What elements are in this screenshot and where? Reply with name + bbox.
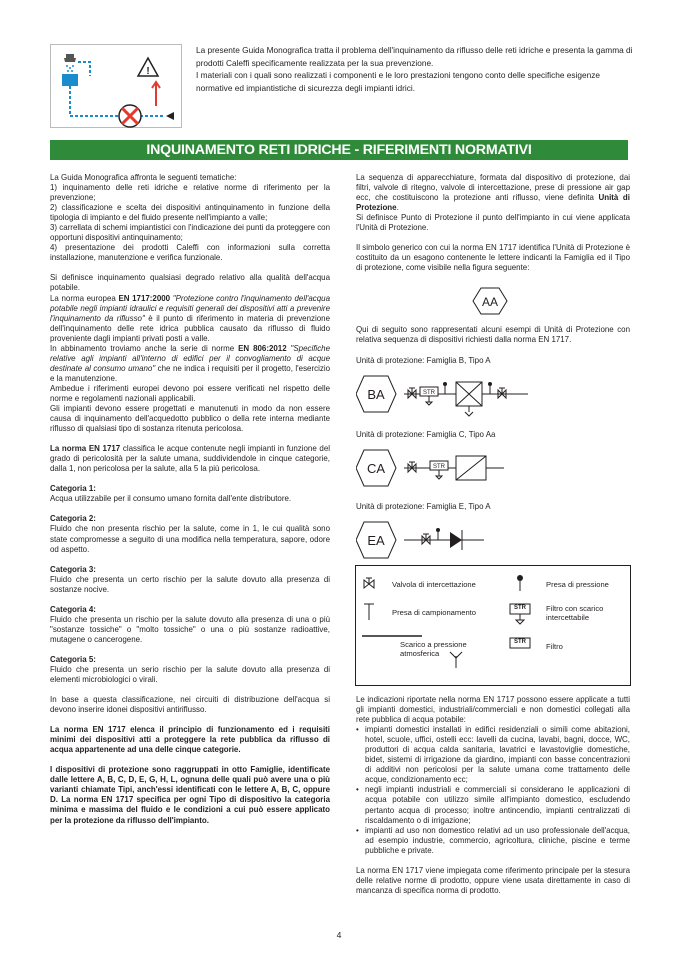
example-1-diagram <box>356 374 546 423</box>
badge-ea-label: EA <box>367 533 385 548</box>
category-4-text: Fluido che presenta un rischio per la salute dovuto alla presenza di una o più "sostanze tossiche" o "molto tossiche" o una o più sostanze radioattive, mutagene o cancerogene. <box>50 614 330 644</box>
example-3-diagram <box>356 520 546 565</box>
paragraph: Si definisce Punto di Protezione il punto dell'impianto in cui viene applicata l'Unità di Protezione. <box>356 213 630 233</box>
category-5-text: Fluido che presenta un serio rischio per la salute dovuto alla presenza di elementi microbiologici o virali. <box>50 664 330 685</box>
page-number: 4 <box>336 930 342 940</box>
paragraph: Il simbolo generico con cui la norma EN 1717 identifica l'Unità di Protezione è costituito da un esagono contenente le lettere indicanti la Famiglia ed il Tipo di protezione, come visibile nella figura seguente: <box>356 243 630 273</box>
str-label: STR <box>423 390 435 396</box>
category-4-title: Categoria 4: <box>50 604 96 614</box>
section-banner: INQUINAMENTO RETI IDRICHE - RIFERIMENTI NORMATIVI <box>50 140 628 160</box>
paragraph: In base a questa classificazione, nei circuiti di distribuzione dell'acqua si devono inserire idonei dispositivi antiriflusso. <box>50 695 330 715</box>
paragraph: La norma EN 1717 viene impiegata come riferimento principale per la stesura delle relative norme di prodotto, oppure viene usata direttamente in caso di mancanza di specifica norma di prodotto. <box>356 865 630 895</box>
paragraph: 1) inquinamento delle reti idriche e relative norme di riferimento per la prevenzione; <box>50 183 330 203</box>
right-column <box>356 173 630 273</box>
shutoff-valve-icon <box>362 576 382 590</box>
list-item: • negli impianti industriali e commerciali si considerano le applicazioni di acqua potabile con utilizzo simile all'impianto domestico, escludendo pertanto acqua di processo; inoltre antincendio, impianti centralizzati di riscaldamento o di irrigazione; <box>356 785 630 825</box>
paragraph: Ambedue i riferimenti europei devono poi essere verificati nel rispetto delle norme e regolamenti nazionali applicabili. <box>50 383 330 403</box>
category-5-title: Categoria 5: <box>50 654 96 664</box>
sampling-port-icon <box>362 602 376 622</box>
legend-label: Valvola di intercettazione <box>392 580 476 589</box>
example-1-label: Unità di protezione: Famiglia B, Tipo A <box>356 356 491 365</box>
legend-label: Filtro <box>546 642 563 651</box>
legend-label: Presa di campionamento <box>392 608 476 617</box>
example-2-diagram <box>356 448 546 493</box>
svg-text:!: ! <box>146 66 150 77</box>
paragraph-en806: In abbinamento troviamo anche la serie di norme EN 806:2012 "Specifiche relative agli impianti all'interno di edifici per il convogliamento di acque destinate al consumo umano" che ne indica i requisiti per il progetto, l'esercizio e la manutenzione. <box>50 343 330 383</box>
paragraph: La sequenza di apparecchiature, formata dal dispositivo di protezione, dai filtri, valvole di ritegno, valvole di intercettazione, prese di pressione air gap ecc, che costituiscono la protezione anti riflusso, viene definita Unità di Protezione. <box>356 173 630 213</box>
paragraph: 4) presentazione dei prodotti Caleffi con informazioni sulla corretta installazione, manutenzione e verifica funzionale. <box>50 243 330 263</box>
examples-intro <box>356 325 630 345</box>
applicability-section <box>356 695 630 896</box>
category-3-title: Categoria 3: <box>50 564 96 574</box>
badge-ba-label: BA <box>367 387 385 402</box>
paragraph: 2) classificazione e scelta dei dispositivi antinquinamento in funzione della tipologia di impianto e del fluido presente nell'impianto a valle; <box>50 203 330 223</box>
intro-text <box>196 44 636 94</box>
paragraph: La Guida Monografica affronta le seguenti tematiche: <box>50 173 237 182</box>
hexagon-aa-label: AA <box>481 295 499 309</box>
paragraph-categories: La norma EN 1717 classifica le acque contenute negli impianti in funzione del grado di pericolosità per la salute umana, suddividendole in cinque categorie, dalla 1, non pericolosa per la salute, alla 5 la più pericolosa. <box>50 444 330 474</box>
paragraph: Le indicazioni riportate nella norma EN 1717 possono essere applicate a tutti gli impianti domestici, industriali/commerciali e non domestici collegati alla rete pubblica di acqua potabile: <box>356 695 630 725</box>
left-column <box>50 173 330 826</box>
list-item: • impianti domestici installati in edifici residenziali o simili come abitazioni, hotel, scuole, uffici, ostelli ecc: lavelli da cucina, lavabi, bagni, docce, WC, produttori di acqua calda sanitaria, lavatrici e lavastoviglie domestiche, bidet, sistemi di irrigazione da giardino, impianti con basse concentrazioni di additivi non pericolosi per la salute umana come trattamento delle acque, condizionamento ecc; <box>356 725 630 785</box>
category-2-title: Categoria 2: <box>50 514 96 524</box>
intro-paragraph-2: I materiali con i quali sono realizzati i componenti e le loro prestazioni tengono conto delle specifiche esigenze normative ed impiantistiche di sicurezza degli impianti idrici. <box>196 70 601 93</box>
example-3-label: Unità di protezione: Famiglia E, Tipo A <box>356 502 491 511</box>
example-2-label: Unità di protezione: Famiglia C, Tipo Aa <box>356 430 496 439</box>
paragraph-en1717: La norma europea EN 1717:2000 "Protezione contro l'inquinamento dell'acqua potabile negli impianti idraulici e requisiti generali dei dispositivi atti a prevenire l'inquinamento da riflusso" è il punto di riferimento in materia di prevenzione dell'inquinamento delle rete idrica pubblica causato da riflusso di fluido proveniente dagli impianti privati posti a valle. <box>50 293 330 343</box>
paragraph: Gli impianti devono essere progettati e manutenuti in modo da non essere causa di inquinamento dell'acquedotto pubblico o della rete interna mediante riflusso di qualsiasi tipo di sostanza ritenuta pericolosa. <box>50 404 330 434</box>
legend-label: Scarico a pressione atmosferica <box>400 640 467 658</box>
category-1-title: Categoria 1: <box>50 484 96 494</box>
intro-paragraph-1: La presente Guida Monografica tratta il problema dell'inquinamento da riflusso delle reti idriche e presenta la gamma di prodotti Caleffi specificamente realizzata per la sua prevenzione. <box>196 45 633 68</box>
str-label: STR <box>514 639 526 645</box>
legend-label: Presa di pressione <box>546 580 609 589</box>
paragraph-bold: La norma EN 1717 elenca il principio di funzionamento ed i requisiti minimi dei dispositivi atti a proteggere la rete pubblica da riflusso di acqua appartenente ad una delle cinque categorie. <box>50 725 330 755</box>
paragraph: 3) carrellata di schemi impiantistici con l'indicazione dei punti da proteggere con opportuni dispositivi antinquinamento; <box>50 223 330 243</box>
paragraph: Qui di seguito sono rappresentati alcuni esempi di Unità di Protezione con relativa sequenza di dispositivi richiesti dalla norma EN 1717. <box>356 325 630 345</box>
list-item: • impianti ad uso non domestico relativi ad un uso professionale dell'acqua, ad esempio industrie, commercio, agricoltura, cliniche, piscine e terme pubbliche e private. <box>356 826 630 856</box>
str-label: STR <box>433 464 445 470</box>
legend-label: Filtro con scarico intercettabile <box>546 604 604 622</box>
category-1-text: Acqua utilizzabile per il consumo umano fornita dall'ente distributore. <box>50 494 292 504</box>
category-2-text: Fluido che non presenta rischio per la salute, come in 1, le cui qualità sono state compromesse a seguito di una modifica nella temperatura, sapore, odore od aspetto. <box>50 524 330 554</box>
pressure-port-icon <box>514 574 526 592</box>
backflow-pictogram <box>50 44 182 128</box>
paragraph-bold: I dispositivi di protezione sono raggruppati in otto Famiglie, identificate dalle lettere A, B, C, D, E, G, H, L, ognuna delle quali può avere una o più varianti chiamate Tipi, anch'essi identificati con le lettere A, B, C, oppure D. La norma EN 1717 specifica per ogni Tipo di dispositivo la categoria minima e massima del fluido e le condizioni a cui può essere applicato per la protezione da riflusso dell'impianto. <box>50 765 330 825</box>
hexagon-aa-symbol <box>472 287 508 320</box>
badge-ca-label: CA <box>366 461 386 476</box>
str-label: STR <box>514 605 526 611</box>
symbol-legend <box>355 565 631 686</box>
paragraph: Si definisce inquinamento qualsiasi degrado relativo alla qualità dell'acqua potabile. <box>50 273 330 293</box>
category-3-text: Fluido che presenta un certo rischio per la salute dovuto alla presenza di sostanze nocive. <box>50 574 330 594</box>
